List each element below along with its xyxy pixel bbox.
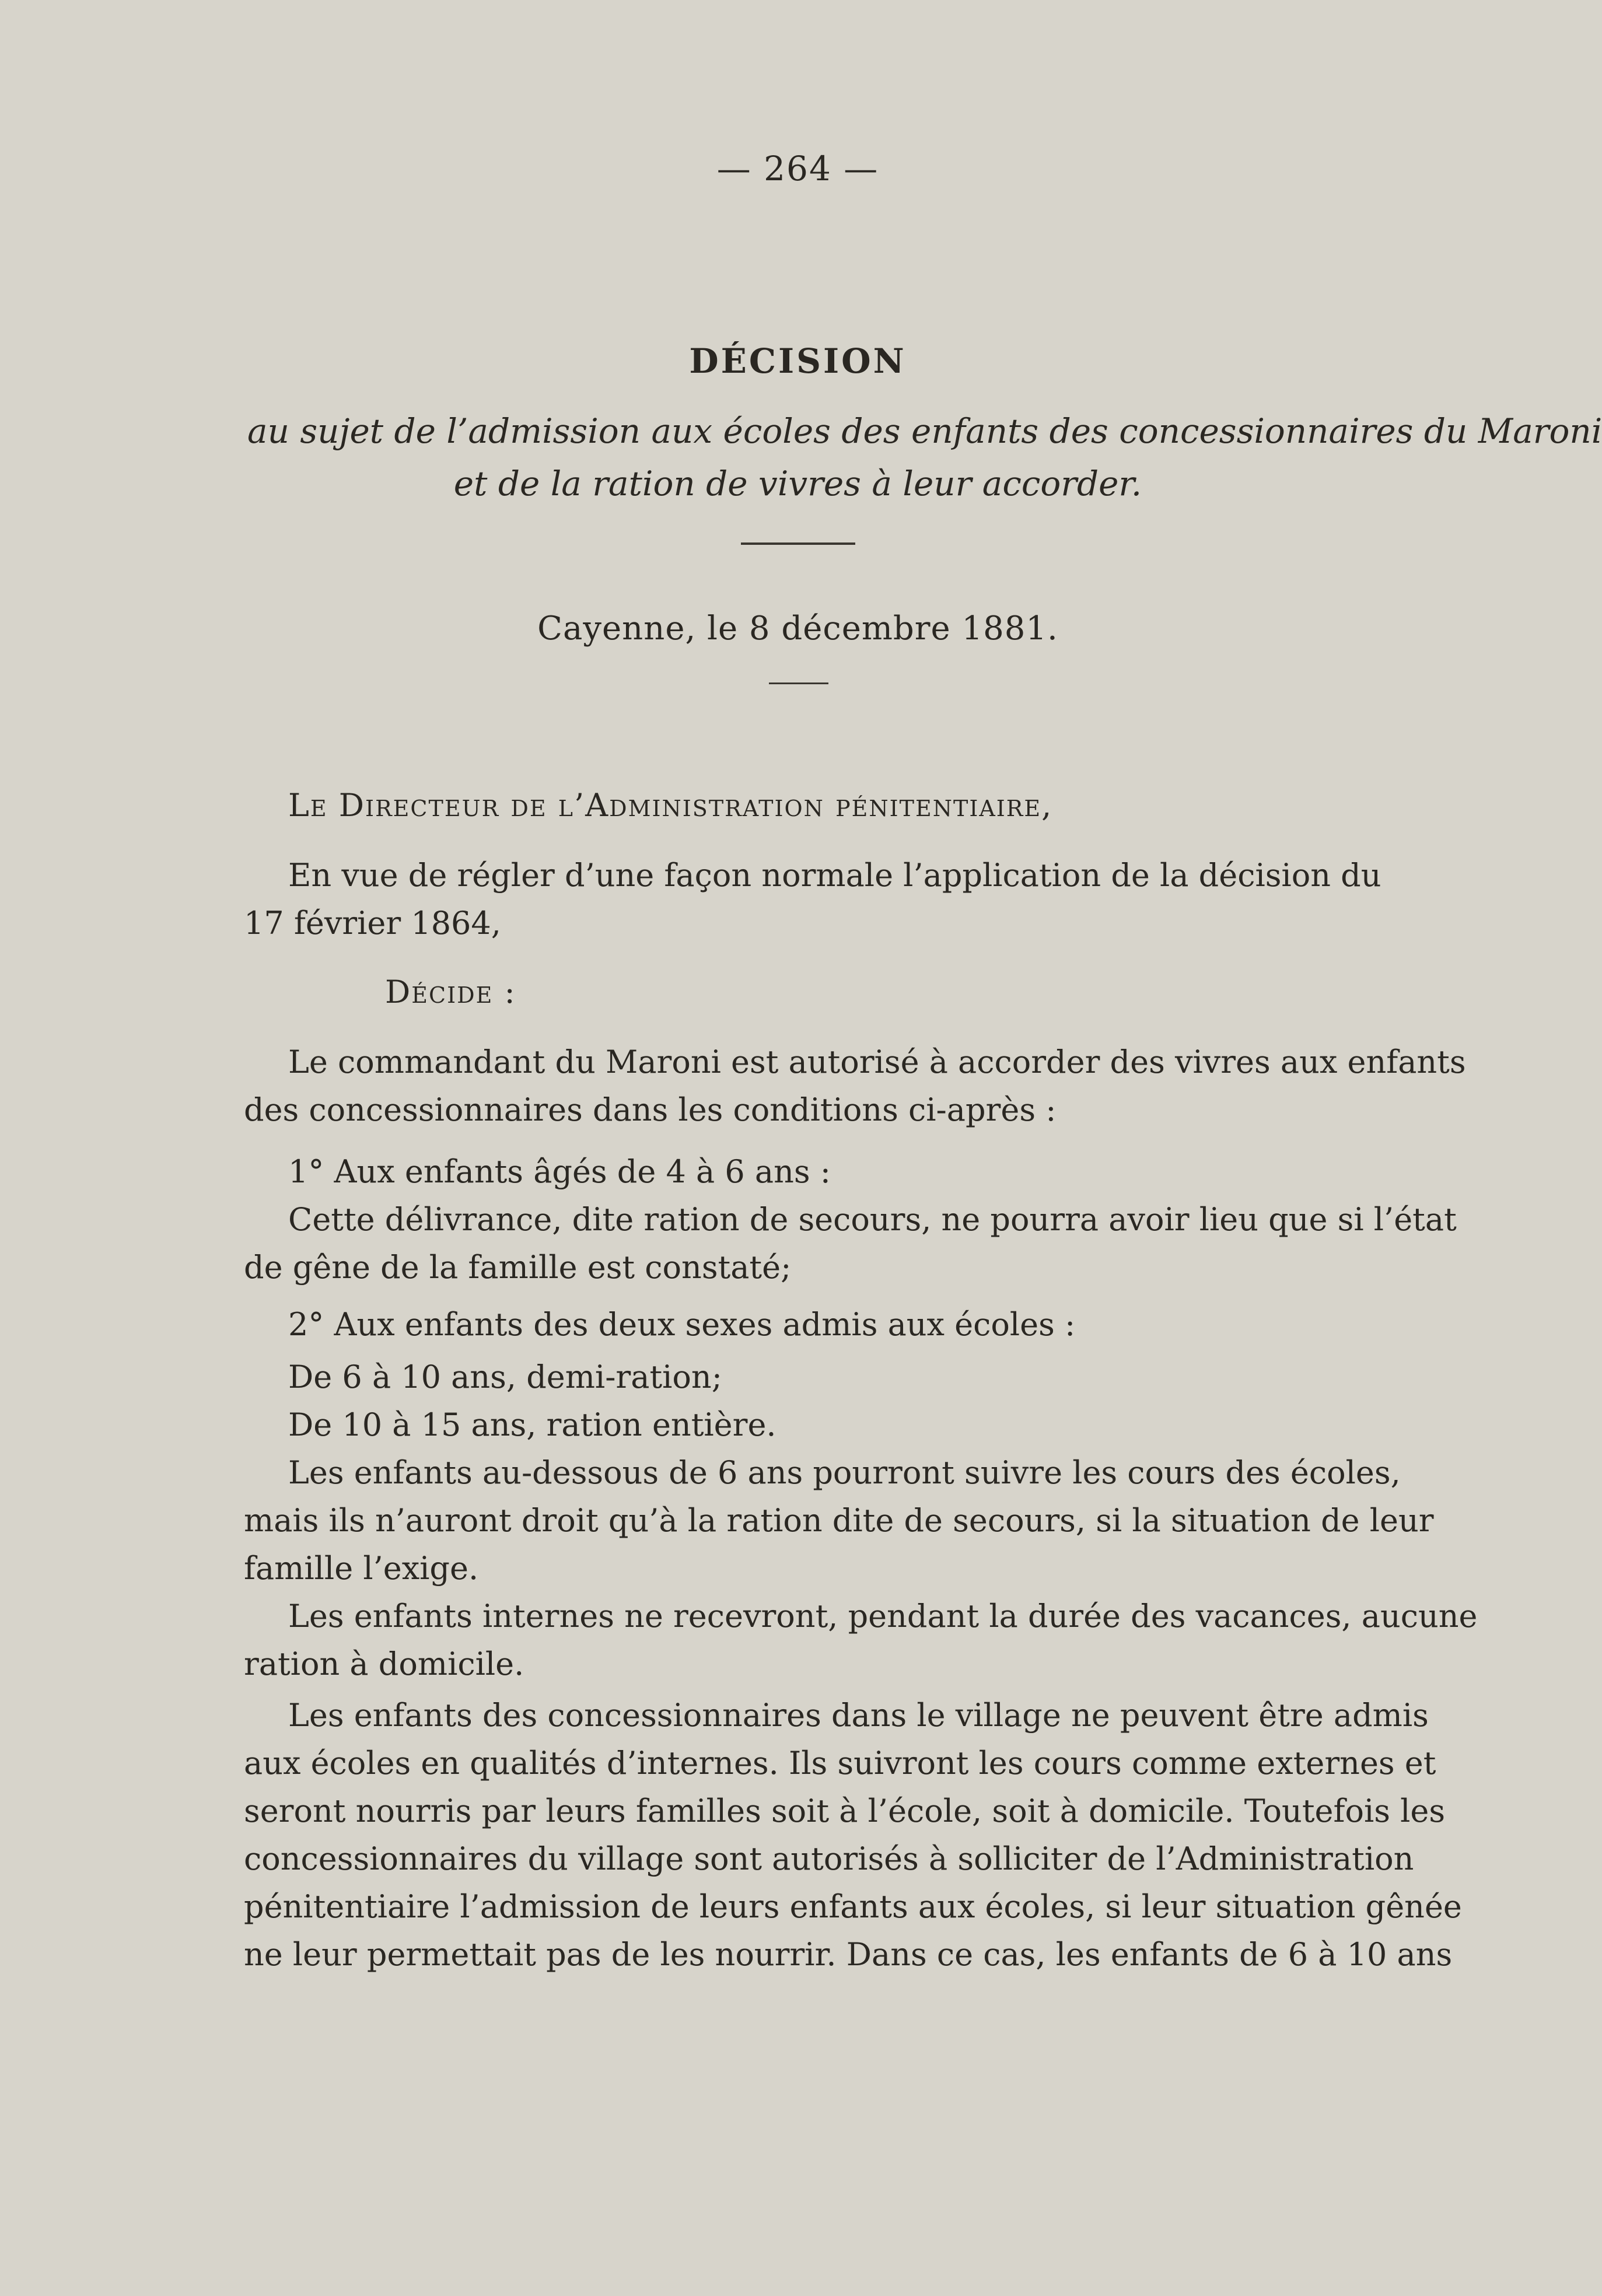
paragraph-3-line-2: mais ils n’auront droit qu’à la ration dite de secours, si la situation de leur: [244, 1502, 1434, 1539]
paragraph-4-line-2: ration à domicile.: [244, 1646, 524, 1682]
paragraph-5-line-4: concessionnaires du village sont autorisés à solliciter de l’Administration: [244, 1840, 1414, 1877]
paragraph-5-line-6: ne leur permettait pas de les nourrir. Dans ce cas, les enfants de 6 à 10 ans: [244, 1936, 1453, 1973]
paragraph-5-line-3: seront nourris par leurs familles soit à l’école, soit à domicile. Toutefois les: [244, 1793, 1446, 1829]
paragraph-4-line-1: Les enfants internes ne recevront, pendant la durée des vacances, aucune: [288, 1598, 1478, 1634]
paragraph-2-line-2: de gêne de la famille est constaté;: [244, 1249, 792, 1286]
item-2b: De 10 à 15 ans, ration entière.: [288, 1406, 776, 1443]
paragraph-3-line-3: famille l’exige.: [244, 1550, 479, 1587]
intro-line-2: 17 février 1864,: [244, 905, 501, 942]
paragraph-2-line-1: Cette délivrance, dite ration de secours, ne pourra avoir lieu que si l’état: [288, 1201, 1457, 1238]
dateline: Cayenne, le 8 décembre 1881.: [537, 610, 1058, 648]
paragraph-3-line-1: Les enfants au-dessous de 6 ans pourront suivre les cours des écoles,: [288, 1454, 1401, 1491]
item-1: 1° Aux enfants âgés de 4 à 6 ans :: [288, 1153, 831, 1190]
paragraph-5-line-1: Les enfants des concessionnaires dans le village ne peuvent être admis: [288, 1697, 1429, 1734]
intro-line-1: En vue de régler d’une façon normale l’application de la décision du: [288, 857, 1381, 894]
item-2a: De 6 à 10 ans, demi-ration;: [288, 1359, 722, 1395]
paragraph-5-line-5: pénitentiaire l’admission de leurs enfants aux écoles, si leur situation gênée: [244, 1888, 1462, 1925]
title-divider: [741, 542, 855, 545]
subtitle-line-1: au sujet de l’admission aux écoles des enfants des concessionnaires du Maroni: [247, 411, 1602, 451]
decide-heading: Décide :: [385, 974, 516, 1010]
paragraph-5-line-2: aux écoles en qualités d’internes. Ils suivront les cours comme externes et: [244, 1745, 1436, 1782]
page-number: — 264 —: [716, 149, 879, 188]
paragraph-1-line-2: des concessionnaires dans les conditions ci-après :: [244, 1091, 1057, 1128]
paragraph-1-line-1: Le commandant du Maroni est autorisé à accorder des vivres aux enfants: [288, 1044, 1466, 1080]
item-2: 2° Aux enfants des deux sexes admis aux écoles :: [288, 1306, 1076, 1343]
issuer-line: Le Directeur de l’Administration pénitentiaire,: [288, 787, 1053, 824]
subtitle-line-2: et de la ration de vivres à leur accorder.: [453, 464, 1142, 503]
document-title: DÉCISION: [689, 341, 907, 381]
dateline-divider: [769, 682, 828, 684]
